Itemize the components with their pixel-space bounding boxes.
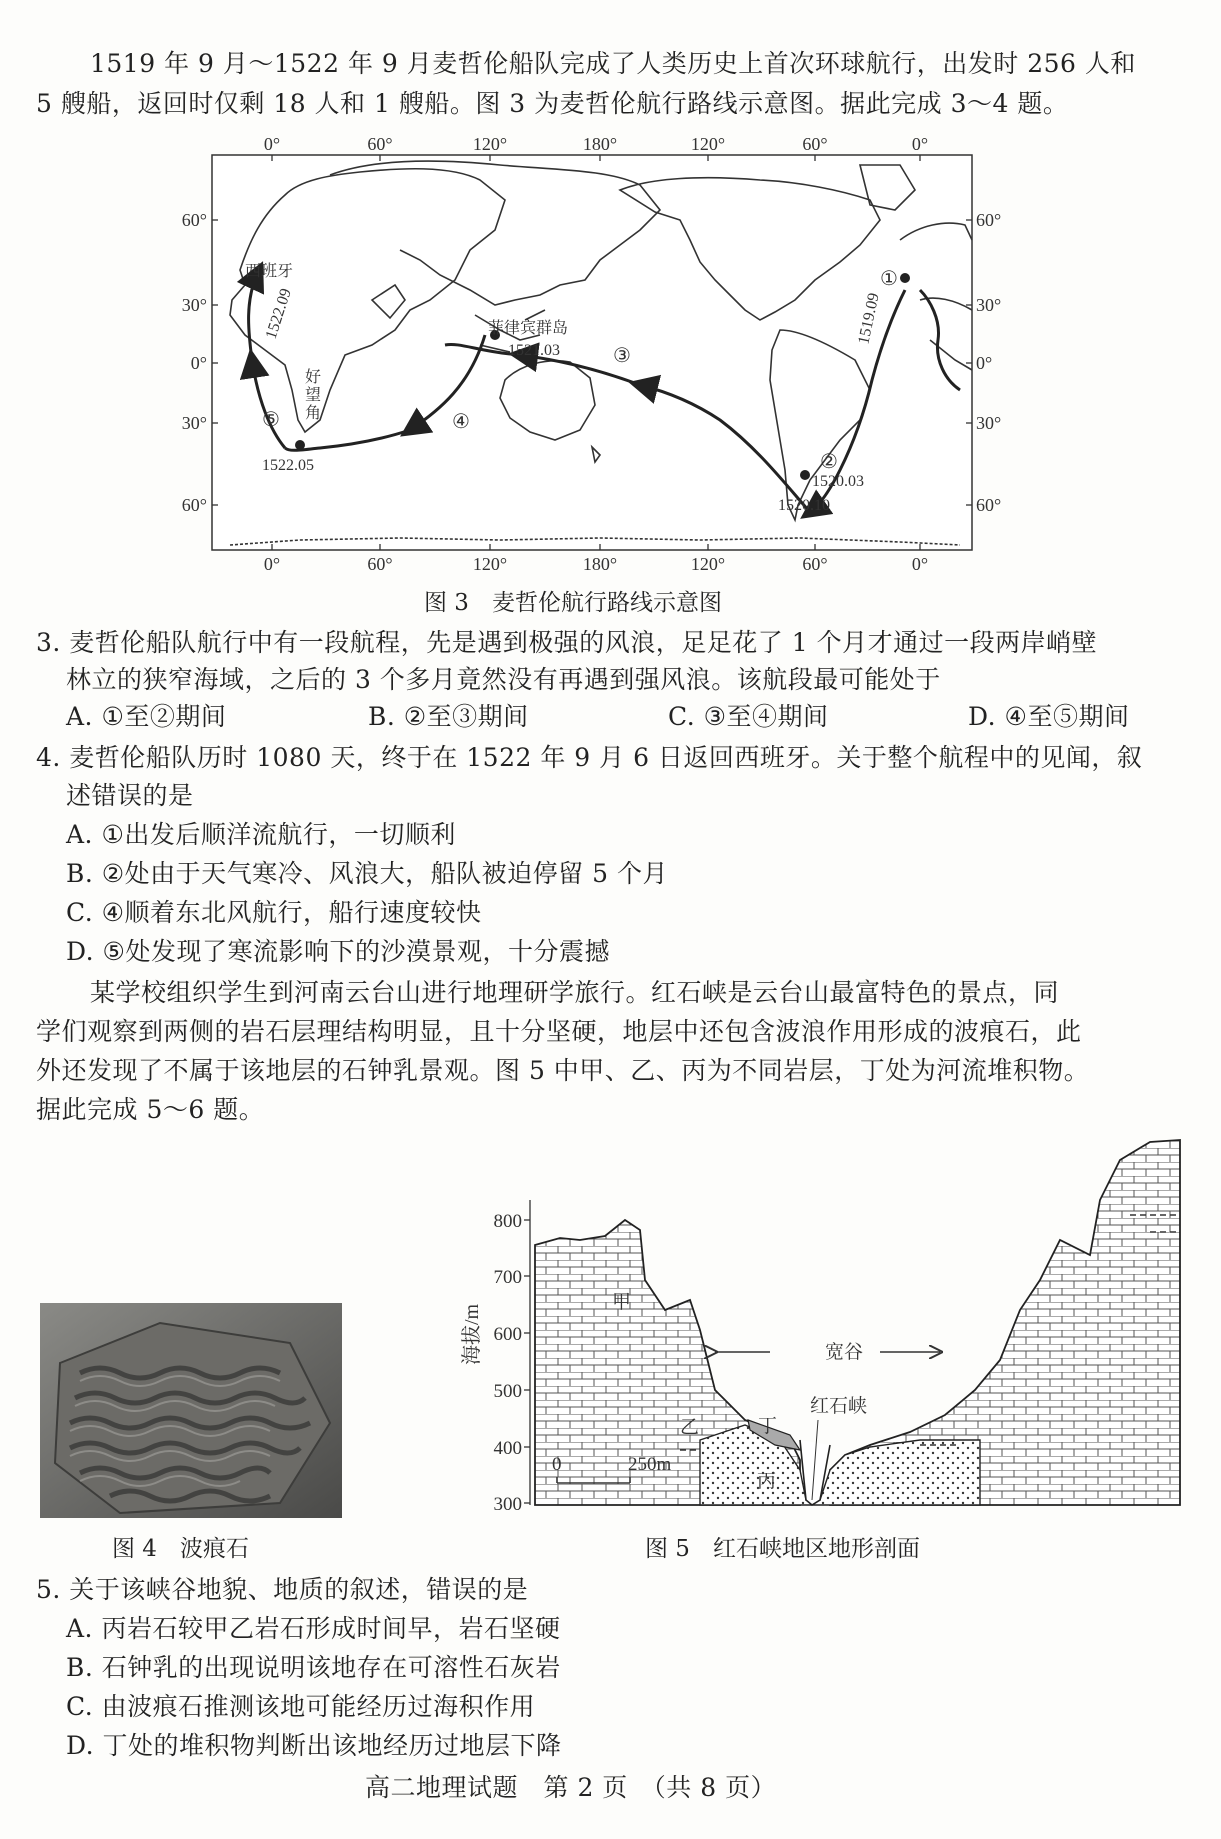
intro2-line-2: 学们观察到两侧的岩石层理结构明显，且十分坚硬，地层中还包含波浪作用形成的波痕石，此 — [36, 1017, 1082, 1046]
lon-bottom-2: 120° — [472, 554, 508, 574]
q4-option-a: A. ①出发后顺洋流航行，一切顺利 — [66, 820, 456, 849]
marker-3: ③ — [613, 345, 631, 367]
date-1522-09: 1522.09 — [262, 286, 295, 342]
lon-top-6: 0° — [911, 134, 929, 154]
y-tick-700: 700 — [493, 1267, 522, 1288]
page-footer: 高二地理试题 第 2 页 （共 8 页） — [365, 1773, 777, 1802]
lat-right-2: 0° — [976, 353, 993, 373]
fig4-caption: 图 4 波痕石 — [112, 1536, 249, 1562]
lon-top-4: 120° — [690, 134, 726, 154]
y-tick-400: 400 — [493, 1438, 522, 1459]
y-tick-300: 300 — [493, 1494, 522, 1515]
q3-option-b: B. ②至③期间 — [368, 702, 529, 731]
lon-bottom-1: 60° — [367, 554, 393, 574]
marker-1: ① — [880, 268, 898, 290]
q5-stem: 5. 关于该峡谷地貌、地质的叙述，错误的是 — [36, 1575, 529, 1604]
q4-stem-1: 4. 麦哲伦船队历时 1080 天，终于在 1522 年 9 月 6 日返回西班牙。关于整个航程中的见闻，叙 — [36, 743, 1143, 772]
lat-left-2: 0° — [190, 353, 207, 373]
q5-option-c: C. 由波痕石推测该地可能经历过海积作用 — [66, 1692, 536, 1721]
q3-option-d: D. ④至⑤期间 — [968, 702, 1130, 731]
intro-line-2: 5 艘船，返回时仅剩 18 人和 1 艘船。图 3 为麦哲伦航行路线示意图。据此完成 3～4 题。 — [36, 89, 1069, 118]
label-jia: 甲 — [612, 1291, 632, 1313]
label-cape-3: 角 — [305, 405, 322, 422]
y-tick-600: 600 — [493, 1324, 522, 1345]
marker-5: ⑤ — [262, 409, 280, 431]
intro-line-1: 1519 年 9 月～1522 年 9 月麦哲伦船队完成了人类历史上首次环球航行，出发时 256 人和 — [90, 49, 1136, 78]
lon-top-3: 180° — [582, 134, 618, 154]
fig3-caption: 图 3 麦哲伦航行路线示意图 — [424, 590, 722, 616]
q3-option-a: A. ①至②期间 — [66, 702, 227, 731]
lat-left-4: 60° — [181, 495, 207, 515]
lon-top-5: 60° — [802, 134, 828, 154]
q3-stem-2: 林立的狭窄海域，之后的 3 个多月竟然没有再遇到强风浪。该航段最可能处于 — [66, 665, 941, 694]
q4-option-b: B. ②处由于天气寒冷、风浪大，船队被迫停留 5 个月 — [66, 859, 668, 888]
y-axis-title: 海拔/m — [461, 1303, 483, 1365]
label-yi: 乙 — [680, 1416, 700, 1438]
lon-bottom-0: 0° — [263, 554, 281, 574]
date-1520-10: 1520.10 — [778, 497, 830, 514]
date-1520-03: 1520.03 — [812, 473, 864, 490]
lon-top-0: 0° — [263, 134, 281, 154]
q4-option-d: D. ⑤处发现了寒流影响下的沙漠景观，十分震撼 — [66, 937, 610, 966]
label-gorge: 红石峡 — [810, 1395, 868, 1417]
label-cape-1: 好 — [305, 369, 322, 386]
lat-right-0: 60° — [976, 210, 1002, 230]
label-philippines: 菲律宾群岛 — [488, 320, 569, 337]
intro2-line-3: 外还发现了不属于该地层的石钟乳景观。图 5 中甲、乙、丙为不同岩层，丁处为河流堆积物。 — [36, 1056, 1090, 1085]
lon-top-1: 60° — [367, 134, 393, 154]
date-1522-05: 1522.05 — [262, 457, 314, 474]
fig5-caption: 图 5 红石峡地区地形剖面 — [645, 1536, 920, 1562]
marker-2: ② — [820, 451, 838, 473]
label-cape-2: 望 — [305, 387, 322, 404]
ripple-stone-photo — [40, 1303, 342, 1518]
date-1521-03: 1521.03 — [508, 342, 560, 359]
lon-bottom-4: 120° — [690, 554, 726, 574]
lat-right-1: 30° — [976, 295, 1002, 315]
lon-bottom-6: 0° — [911, 554, 929, 574]
q5-option-d: D. 丁处的堆积物判断出该地经历过地层下降 — [66, 1731, 562, 1760]
q3-option-c: C. ③至④期间 — [668, 702, 829, 731]
lat-left-1: 30° — [181, 295, 207, 315]
q4-stem-2: 述错误的是 — [66, 781, 194, 810]
route-map — [0, 0, 1221, 600]
q5-option-a: A. 丙岩石较甲乙岩石形成时间早，岩石坚硬 — [66, 1614, 561, 1643]
intro2-line-1: 某学校组织学生到河南云台山进行地理研学旅行。红石峡是云台山最富特色的景点，同 — [90, 978, 1060, 1007]
label-spain: 西班牙 — [245, 263, 294, 280]
gorge-profile — [460, 1130, 1180, 1530]
scale-length: 250m — [628, 1454, 672, 1475]
q5-option-b: B. 石钟乳的出现说明该地存在可溶性石灰岩 — [66, 1653, 561, 1682]
label-valley: 宽谷 — [825, 1341, 864, 1363]
q3-stem-1: 3. 麦哲伦船队航行中有一段航程，先是遇到极强的风浪，足足花了 1 个月才通过一段两岸峭壁 — [36, 628, 1098, 657]
lat-left-0: 60° — [181, 210, 207, 230]
marker-4: ④ — [452, 411, 470, 433]
scale-zero: 0 — [552, 1454, 562, 1475]
lon-top-2: 120° — [472, 134, 508, 154]
lon-bottom-3: 180° — [582, 554, 618, 574]
q4-option-c: C. ④顺着东北风航行，船行速度较快 — [66, 898, 482, 927]
lat-right-4: 60° — [976, 495, 1002, 515]
lon-bottom-5: 60° — [802, 554, 828, 574]
y-tick-500: 500 — [493, 1381, 522, 1402]
map-frame — [212, 155, 972, 550]
label-bing: 丙 — [757, 1470, 777, 1492]
lat-right-3: 30° — [976, 413, 1002, 433]
y-tick-800: 800 — [493, 1211, 522, 1232]
intro2-line-4: 据此完成 5～6 题。 — [36, 1095, 265, 1124]
label-ding: 丁 — [758, 1415, 778, 1437]
lat-left-3: 30° — [181, 413, 207, 433]
date-1519-09: 1519.09 — [855, 291, 883, 346]
